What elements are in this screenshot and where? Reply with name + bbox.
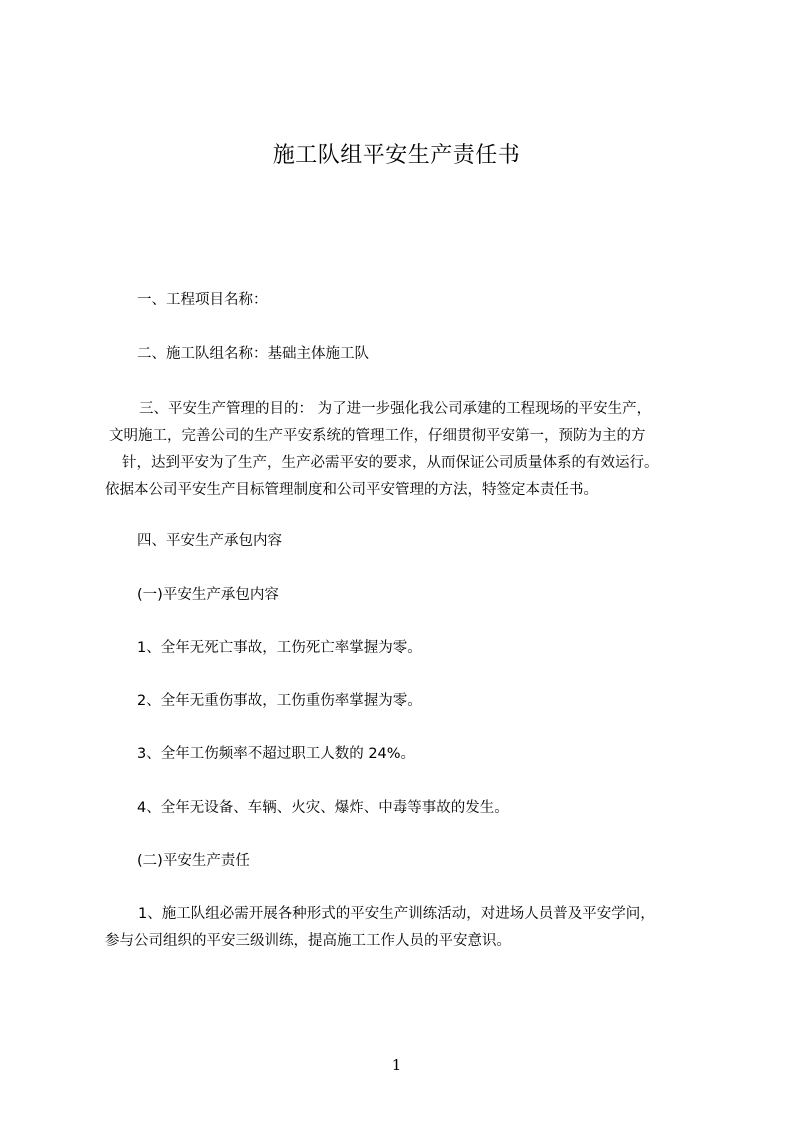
paragraph-line: 参与公司组织的平安三级训练，提高施工工作人员的平安意识。 bbox=[105, 933, 511, 949]
section-project-name: 一、工程项目名称： bbox=[137, 292, 268, 308]
list-item: 1、全年无死亡事故，工伤死亡率掌握为零。 bbox=[137, 640, 422, 656]
paragraph-line: 针，达到平安为了生产，生产必需平安的要求，从而保证公司质量体系的有效运行。 bbox=[122, 455, 659, 471]
paragraph-line: 1、施工队组必需开展各种形式的平安生产训练活动，对进场人员普及平安学问， bbox=[138, 906, 655, 922]
section-contract-content: 四、平安生产承包内容 bbox=[137, 533, 282, 549]
section-management-purpose bbox=[105, 396, 705, 504]
document-title: 施工队组平安生产责任书 bbox=[272, 143, 521, 168]
section-team-name: 二、施工队组名称：基础主体施工队 bbox=[137, 346, 369, 362]
subsection-responsibility: (二)平安生产责任 bbox=[137, 853, 250, 869]
subsection-contract-content: (一)平安生产承包内容 bbox=[137, 587, 279, 603]
paragraph-line: 文明施工，完善公司的生产平安系统的管理工作，仔细贯彻平安第一，预防为主的方 bbox=[109, 428, 646, 444]
paragraph-line: 依据本公司平安生产目标管理制度和公司平安管理的方法，特签定本责任书。 bbox=[105, 482, 598, 498]
paragraph-line: 三、平安生产管理的目的： 为了进一步强化我公司承建的工程现场的平安生产， bbox=[139, 401, 652, 417]
responsibility-item bbox=[105, 901, 705, 955]
list-item: 4、全年无设备、车辆、火灾、爆炸、中毒等事故的发生。 bbox=[137, 800, 509, 816]
list-item: 2、全年无重伤事故，工伤重伤率掌握为零。 bbox=[137, 693, 422, 709]
list-item: 3、全年工伤频率不超过职工人数的 24%。 bbox=[137, 746, 416, 762]
page-number: 1 bbox=[391, 1056, 402, 1074]
